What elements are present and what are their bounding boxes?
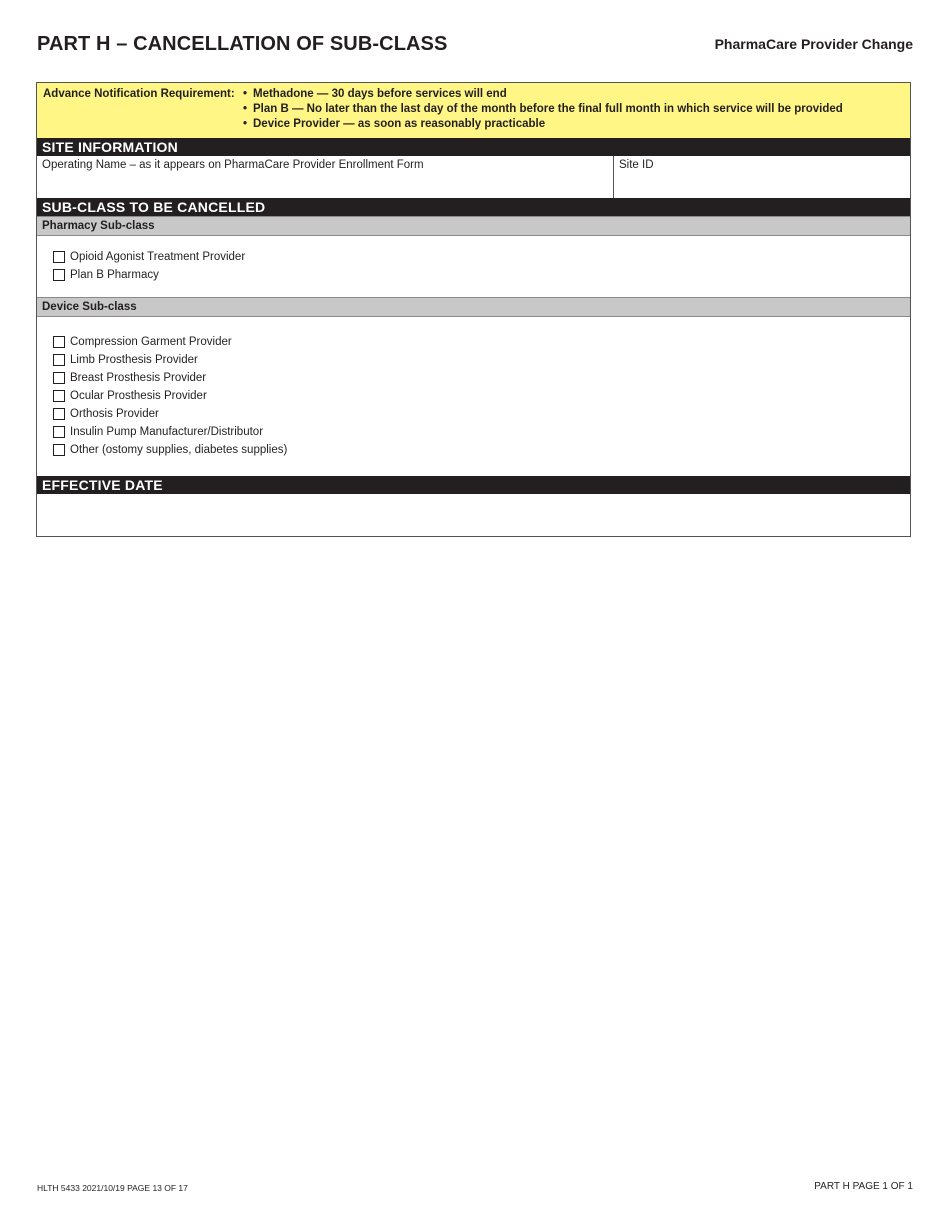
checkbox-breast-prosthesis-provider[interactable] [53,369,910,387]
checkbox-icon[interactable] [53,408,65,420]
checkbox-orthosis-provider[interactable] [53,405,910,423]
checkbox-insulin-pump-manufacturer[interactable] [53,423,910,441]
checkbox-label: Plan B Pharmacy [70,269,159,281]
operating-name-label: Operating Name – as it appears on PharmaCare Provider Enrollment Form [42,159,424,171]
checkbox-compression-garment-provider[interactable] [53,333,910,351]
checkbox-opioid-agonist-treatment-provider[interactable] [53,248,910,266]
pharmacy-subclass-heading: Pharmacy Sub-class [37,216,910,236]
checkbox-label: Other (ostomy supplies, diabetes supplies) [70,444,288,456]
checkbox-label: Breast Prosthesis Provider [70,372,207,384]
checkbox-label: Orthosis Provider [70,408,159,420]
checkbox-icon[interactable] [53,444,65,456]
pharmacy-subclass-list [37,236,910,297]
footer-page-number: PART H PAGE 1 OF 1 [814,1181,913,1192]
site-id-label: Site ID [619,159,654,171]
device-subclass-list [37,317,910,476]
effective-date-heading: EFFECTIVE DATE [37,476,910,494]
notice-label: Advance Notification Requirement: [43,88,235,100]
subclass-cancelled-heading: SUB-CLASS TO BE CANCELLED [37,198,910,216]
notice-item: • Device Provider — as soon as reasonably practicable [243,117,843,132]
checkbox-label: Limb Prosthesis Provider [70,354,198,366]
checkbox-label: Insulin Pump Manufacturer/Distributor [70,426,264,438]
checkbox-icon[interactable] [53,336,65,348]
device-subclass-heading: Device Sub-class [37,297,910,317]
checkbox-other-supplies[interactable] [53,441,910,459]
checkbox-plan-b-pharmacy[interactable] [53,266,910,284]
notice-item: • Plan B — No later than the last day of the month before the final full month in which service will be provided [243,102,843,117]
form-name: PharmaCare Provider Change [714,36,913,52]
checkbox-ocular-prosthesis-provider[interactable] [53,387,910,405]
checkbox-icon[interactable] [53,269,65,281]
checkbox-label: Ocular Prosthesis Provider [70,390,207,402]
site-information-heading: SITE INFORMATION [37,138,910,156]
operating-name-field[interactable] [37,156,614,198]
checkbox-label: Opioid Agonist Treatment Provider [70,251,246,263]
notice-list [243,87,843,132]
effective-date-field[interactable] [37,494,910,536]
checkbox-icon[interactable] [53,390,65,402]
checkbox-limb-prosthesis-provider[interactable] [53,351,910,369]
checkbox-icon[interactable] [53,372,65,384]
page-title: PART H – CANCELLATION OF SUB-CLASS [37,33,448,55]
footer-form-number: HLTH 5433 2021/10/19 PAGE 13 OF 17 [37,1183,188,1193]
checkbox-icon[interactable] [53,354,65,366]
site-id-field[interactable] [614,156,910,198]
checkbox-label: Compression Garment Provider [70,336,232,348]
site-information-row [37,156,910,198]
notice-item: • Methadone — 30 days before services will end [243,87,843,102]
advance-notification [37,83,910,138]
checkbox-icon[interactable] [53,426,65,438]
checkbox-icon[interactable] [53,251,65,263]
form-container [36,82,911,537]
